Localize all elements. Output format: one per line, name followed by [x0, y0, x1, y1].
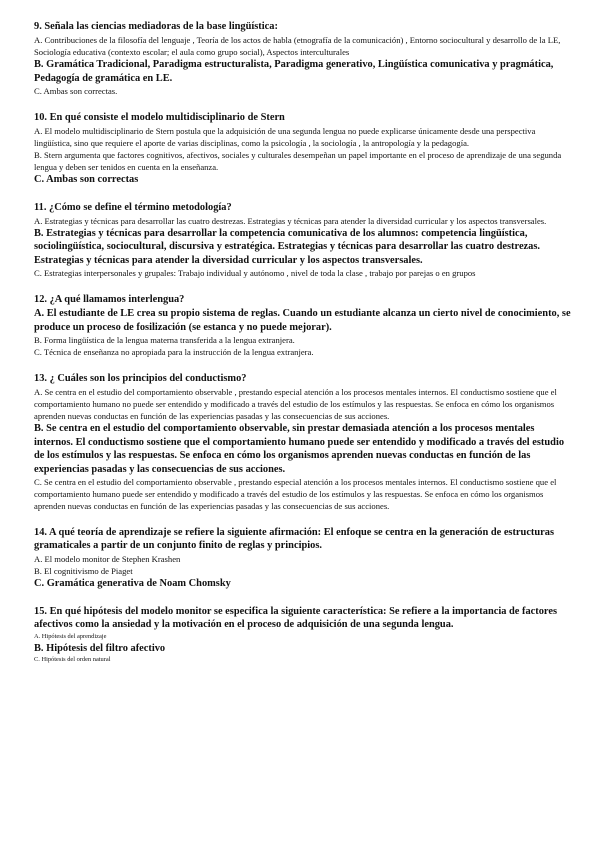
question-title: 11. ¿Cómo se define el término metodología?	[34, 201, 232, 213]
question-title: 14. A qué teoría de aprendizaje se refiere la siguiente afirmación: El enfoque se centra en la generación de estructuras gramaticales a partir de un conjunto finito de reglas y principios.	[34, 527, 555, 551]
option-a: A. El modelo multidisciplinario de Stern postula que la adquisición de una segunda lengua no puede explicarse únicamente desde una perspectiva lingüística, sino que requiere el aporte de varias disciplinas, como la psicología , la sociología , la antropología y la pedagogía.	[34, 126, 536, 148]
option-b: B. El cognitivismo de Piaget	[34, 566, 133, 576]
option-c-correct: C. Gramática generativa de Noam Chomsky	[34, 578, 231, 589]
question-title: 10. En qué consiste el modelo multidisciplinario de Stern	[34, 112, 285, 123]
question-9	[34, 20, 574, 97]
option-c: C. Técnica de enseñanza no apropiada para la instrucción de la lengua extranjera.	[34, 347, 314, 357]
question-13	[34, 372, 574, 512]
question-11	[34, 201, 574, 280]
option-b-correct: B. Estrategias y técnicas para desarrollar la competencia comunicativa de los alumnos: competencia lingüística, sociolingüística, sociocultural, discursiva y estratégica. Estrategias y técnicas para desarrollar las cuatro destrezas. Estrategias y técnicas para atender la diversidad curricular y los aspectos transversales.	[34, 227, 540, 266]
option-b-correct: B. Hipótesis del filtro afectivo	[34, 642, 166, 654]
option-a: A. El modelo monitor de Stephen Krashen	[34, 554, 181, 564]
question-title: 15. En qué hipótesis del modelo monitor se especifica la siguiente característica: Se refiere a la importancia de factores afectivos como la ansiedad y la motivación en el proceso de adquisición de una segunda lengua.	[34, 605, 558, 630]
option-a-correct: A. El estudiante de LE crea su propio sistema de reglas. Cuando un estudiante alcanza un cierto nivel de conocimiento, se produce un proceso de fosilización (se estanca y no puede mejorar).	[34, 308, 571, 333]
option-c: C. Se centra en el estudio del comportamiento observable , prestando especial atención a los procesos mentales internos. El conductismo sostiene que el comportamiento humano puede ser entendido y modificado a través del estudio de los estímulos y las respuestas. Se enfoca en cómo los organismos aprenden nuevas conductas en función de las experiencias pasadas y las consecuencias de sus acciones.	[34, 477, 557, 511]
option-a: A. Contribuciones de la filosofía del lenguaje , Teoría de los actos de habla (etnografía de la comunicación) , Entorno sociocultural y desarrollo de la LE, Sociología educativa (contexto escolar; el aula como grupo social), Aspectos interculturales	[34, 35, 561, 57]
question-15	[34, 605, 574, 666]
question-title: 9. Señala las ciencias mediadoras de la base lingüística:	[34, 21, 278, 32]
option-c: C. Ambas son correctas.	[34, 86, 118, 96]
option-b-correct: B. Se centra en el estudio del comportamiento observable, sin prestar demasiada atención a los procesos mentales internos. El conductismo sostiene que el comportamiento humano puede ser entendido y modificado a través del estudio de los estímulos y las respuestas. Se enfoca en cómo los organismos aprenden nuevas conductas en función de las experiencias pasadas y las consecuencias de sus acciones.	[34, 423, 565, 475]
question-12	[34, 293, 574, 358]
option-b-correct: B. Gramática Tradicional, Paradigma estructuralista, Paradigma generativo, Lingüística comunicativa y pragmática, Pedagogía de gramática en LE.	[34, 59, 554, 84]
question-14	[34, 526, 574, 591]
option-b: B. Forma lingüística de la lengua materna transferida a la lengua extranjera.	[34, 335, 295, 345]
option-a: A. Se centra en el estudio del comportamiento observable , prestando especial atención a los procesos mentales internos. El conductismo sostiene que el comportamiento humano no puede ser entendido y modificado a través del estudio de los estímulos y las respuestas. Se enfoca en cómo los organismos aprenden nuevas conductas en función de las experiencias pasadas y las consecuencias de sus acciones.	[34, 387, 557, 421]
option-b: B. Stern argumenta que factores cognitivos, afectivos, sociales y culturales desempeñan un papel importante en el proceso de aprendizaje de una segunda lengua y deben ser tenidos en cuenta en la enseñanza.	[34, 150, 562, 172]
option-a: A. Estrategias y técnicas para desarrollar las cuatro destrezas. Estrategias y técnicas para atender la diversidad curricular y los aspectos transversales.	[34, 215, 547, 226]
question-10	[34, 111, 574, 187]
question-title: 12. ¿A qué llamamos interlengua?	[34, 294, 185, 305]
option-c: C. Hipótesis del orden natural	[34, 656, 111, 663]
option-c-correct: C. Ambas son correctas	[34, 174, 139, 185]
option-c: C. Estrategias interpersonales y grupales: Trabajo individual y autónomo , nivel de toda la clase , trabajo por parejas o en grupos	[34, 268, 476, 278]
question-title: 13. ¿ Cuáles son los principios del conductismo?	[34, 373, 247, 384]
option-a: A. Hipótesis del aprendizaje	[34, 632, 107, 640]
